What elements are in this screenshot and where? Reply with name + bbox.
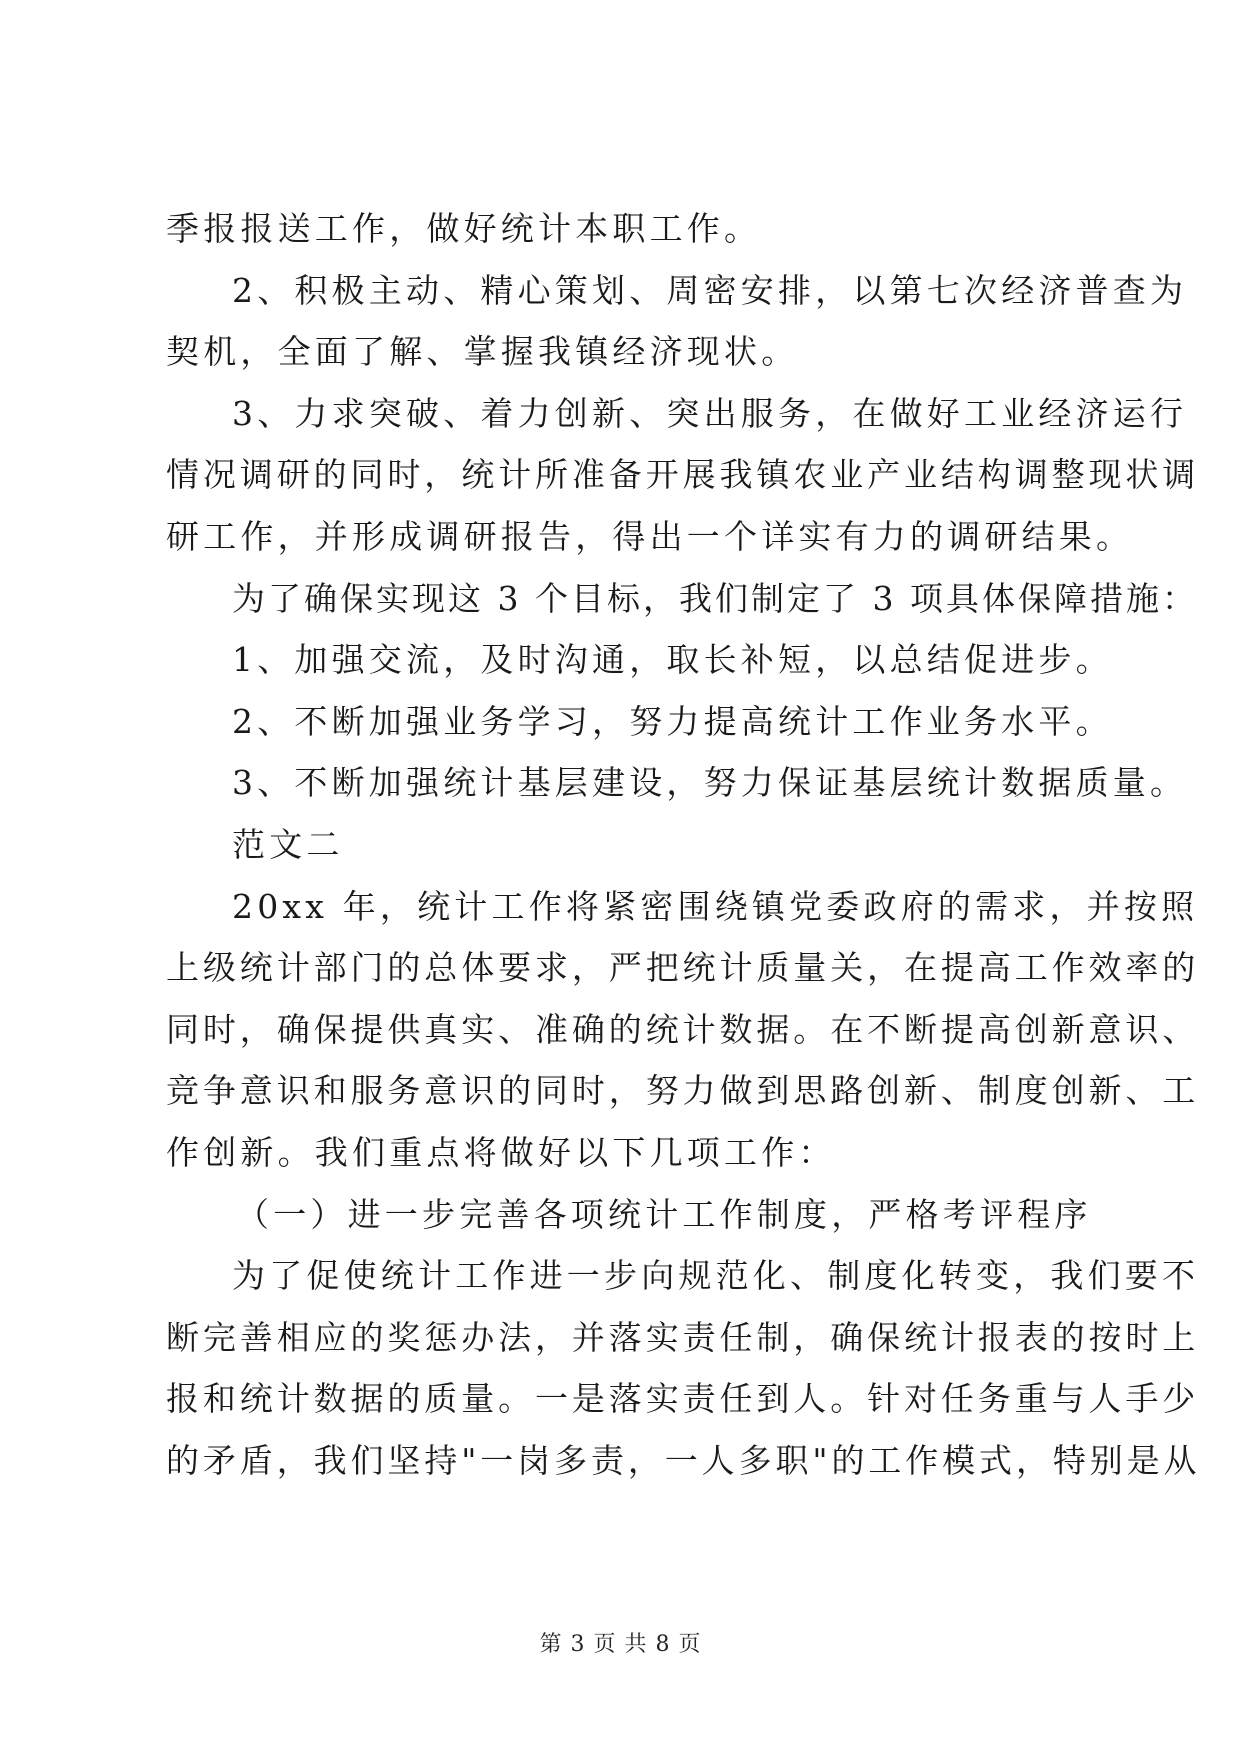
document-body: [166, 198, 1201, 1491]
text-line: 3、不断加强统计基层建设，努力保证基层统计数据质量。: [232, 763, 1188, 803]
text-line: 研工作，并形成调研报告，得出一个详实有力的调研结果。: [166, 516, 1134, 556]
text-line: 情况调研的同时，统计所准备开展我镇农业产业结构调整现状调: [166, 455, 1200, 495]
text-line: 2、不断加强业务学习，努力提高统计工作业务水平。: [232, 701, 1113, 741]
text-line: 断完善相应的奖惩办法，并落实责任制，确保统计报表的按时上: [166, 1317, 1200, 1357]
text-line: 作创新。我们重点将做好以下几项工作：: [166, 1132, 836, 1172]
text-line: 2、积极主动、精心策划、周密安排，以第七次经济普查为: [232, 270, 1188, 310]
section-heading: 范文二: [232, 824, 344, 864]
text-line: 同时，确保提供真实、准确的统计数据。在不断提高创新意识、: [166, 1009, 1200, 1049]
text-line: 为了确保实现这 3 个目标，我们制定了 3 项具体保障措施：: [232, 578, 1198, 618]
text-line: 为了促使统计工作进一步向规范化、制度化转变，我们要不: [232, 1256, 1200, 1296]
text-line: 上级统计部门的总体要求，严把统计质量关，在提高工作效率的: [166, 948, 1200, 988]
text-line: 3、力求突破、着力创新、突出服务，在做好工业经济运行: [232, 393, 1188, 433]
text-line: 契机，全面了解、掌握我镇经济现状。: [166, 332, 799, 372]
text-line: 竞争意识和服务意识的同时，努力做到思路创新、制度创新、工: [166, 1071, 1200, 1111]
text-line: 20xx 年，统计工作将紧密围绕镇党委政府的需求，并按照: [232, 886, 1199, 926]
text-line: 1、加强交流，及时沟通，取长补短，以总结促进步。: [232, 640, 1113, 680]
text-line: 季报报送工作，做好统计本职工作。: [166, 209, 762, 248]
page-footer: 第 3 页 共 8 页: [539, 1632, 702, 1657]
text-line: 的矛盾，我们坚持"一岗多责，一人多职"的工作模式，特别是从: [166, 1440, 1201, 1480]
text-line: 报和统计数据的质量。一是落实责任到人。针对任务重与人手少: [166, 1379, 1200, 1419]
subsection-heading: （一）进一步完善各项统计工作制度，严格考评程序: [236, 1194, 1092, 1234]
